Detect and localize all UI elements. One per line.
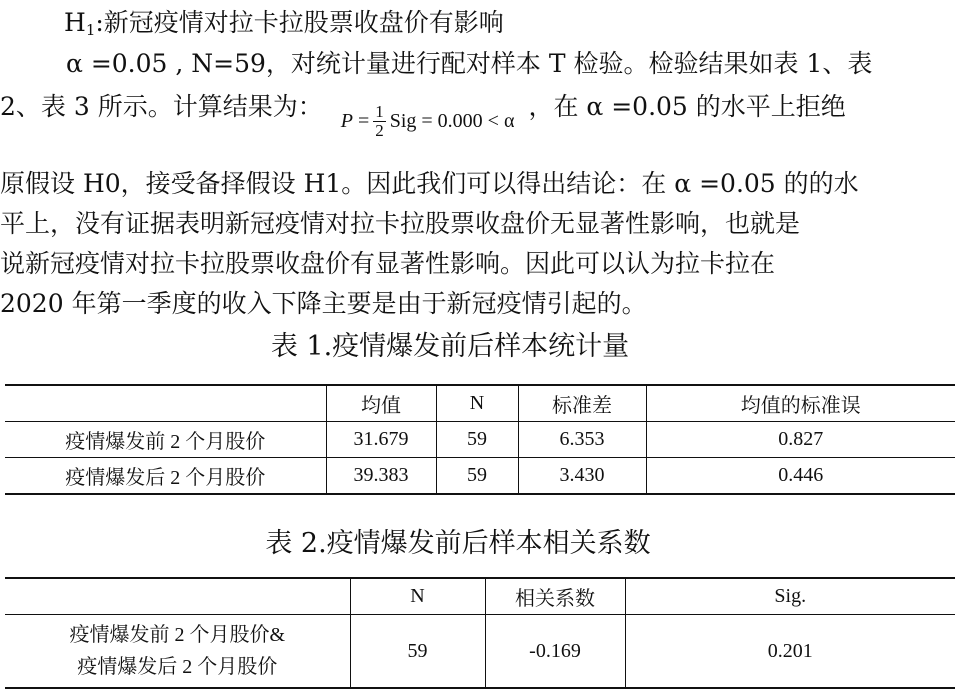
paragraph-line-4: 原假设 H0，接受备择假设 H1。因此我们可以得出结论：在 α =0.05 的的水 bbox=[0, 169, 859, 198]
table1-cell: 0.827 bbox=[646, 422, 955, 458]
table1-cell: 3.430 bbox=[518, 458, 646, 495]
paragraph-line-6: 说新冠疫情对拉卡拉股票收盘价有显著性影响。因此可以认为拉卡拉在 bbox=[0, 249, 776, 278]
table1-row-label: 疫情爆发前 2 个月股价 bbox=[65, 431, 266, 453]
formula-equals: = bbox=[357, 109, 370, 132]
table2-caption: 表 2.疫情爆发前后样本相关系数 bbox=[265, 528, 651, 559]
table1-header-cell: N bbox=[436, 385, 518, 422]
paragraph-line-5: 平上，没有证据表明新冠疫情对拉卡拉股票收盘价无显著性影响，也就是 bbox=[0, 209, 801, 238]
table2-cell: 0.201 bbox=[625, 615, 955, 689]
formula-denominator: 2 bbox=[375, 121, 384, 141]
paragraph-line-3-start: 2、表 3 所示。计算结果为： bbox=[0, 92, 323, 121]
table1-cell: 59 bbox=[436, 458, 518, 495]
table1 bbox=[5, 384, 955, 495]
table2-header-row bbox=[5, 578, 955, 615]
hypothesis-symbol: H bbox=[64, 8, 86, 37]
table1-header-cell bbox=[5, 385, 326, 422]
table1-cell: 31.679 bbox=[326, 422, 436, 458]
table1-cell: 6.353 bbox=[518, 422, 646, 458]
table1-header-cell: 标准差 bbox=[518, 385, 646, 422]
table2-header-cell: Sig. bbox=[625, 578, 955, 615]
formula-p: P bbox=[340, 109, 353, 132]
table1-cell: 59 bbox=[436, 422, 518, 458]
paragraph-line-3-end: ，在 α =0.05 的水平上拒绝 bbox=[528, 92, 846, 121]
formula-rest: Sig = 0.000 < α bbox=[389, 109, 515, 132]
table2-row-label bbox=[5, 615, 350, 689]
table1-header-row bbox=[5, 385, 955, 422]
paragraph-line-7: 2020 年第一季度的收入下降主要是由于新冠疫情引起的。 bbox=[0, 289, 647, 318]
table2-row-label-line-2: 疫情爆发后 2 个月股价 bbox=[77, 656, 278, 678]
table1-cell: 0.446 bbox=[778, 464, 824, 486]
paragraph-line-3 bbox=[0, 86, 980, 141]
table2-cell: 59 bbox=[350, 615, 485, 689]
table1-row-label: 疫情爆发后 2 个月股价 bbox=[65, 467, 266, 489]
table1-header-cell: 均值的标准误 bbox=[646, 385, 955, 422]
table2 bbox=[5, 577, 955, 689]
table2-header-cell bbox=[5, 578, 350, 615]
table2-header-cell: 相关系数 bbox=[485, 578, 625, 615]
table1-cell: 39.383 bbox=[326, 458, 436, 495]
paragraph-line-2: α =0.05 , N=59，对统计量进行配对样本 T 检验。检验结果如表 1、表 bbox=[66, 49, 873, 78]
hypothesis-text: :新冠疫情对拉卡拉股票收盘价有影响 bbox=[95, 8, 504, 37]
formula-numerator: 1 bbox=[375, 102, 384, 122]
table1-header-cell: 均值 bbox=[326, 385, 436, 422]
table2-cell: -0.169 bbox=[485, 615, 625, 689]
table2-row-label-line-1: 疫情爆发前 2 个月股价& bbox=[69, 624, 286, 646]
table2-header-cell: N bbox=[350, 578, 485, 615]
formula-fraction bbox=[373, 103, 386, 140]
p-value-formula bbox=[341, 100, 515, 142]
table-row bbox=[5, 458, 955, 495]
table-row bbox=[5, 422, 955, 458]
table-row bbox=[5, 615, 955, 689]
hypothesis-subscript: 1 bbox=[85, 21, 96, 39]
table1-caption: 表 1.疫情爆发前后样本统计量 bbox=[270, 331, 630, 362]
